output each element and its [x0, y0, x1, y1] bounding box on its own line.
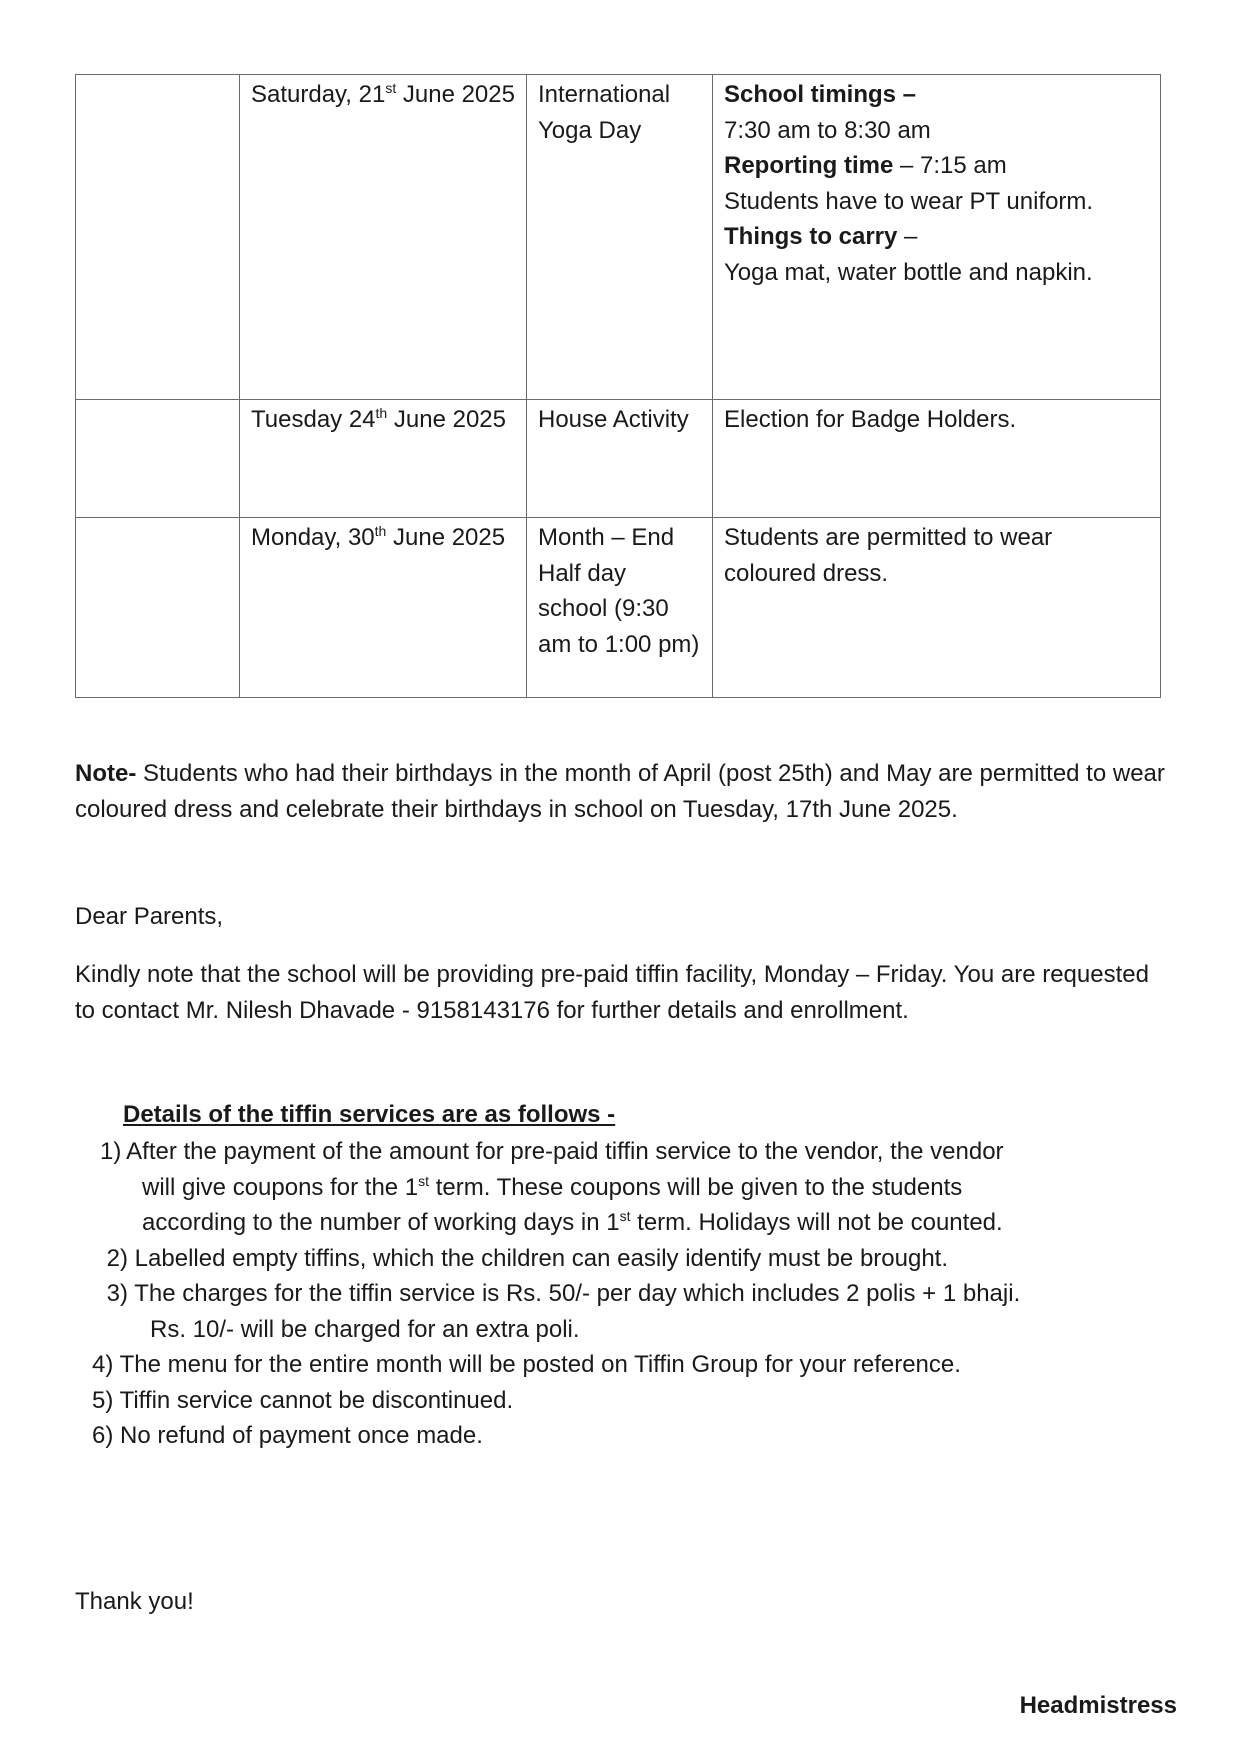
signature: Headmistress	[1019, 1692, 1177, 1719]
list-item: 4) The menu for the entire month will be posted on Tiffin Group for your reference.	[92, 1351, 961, 1378]
event-name: Month – End Half day school (9:30 am to 1:00 pm)	[527, 518, 713, 698]
list-item: 5) Tiffin service cannot be discontinued.	[92, 1386, 514, 1414]
timings-label: School timings –	[724, 81, 917, 108]
greeting: Dear Parents,	[75, 903, 224, 930]
reporting-value: – 7:15 am	[893, 152, 1007, 179]
tiffin-details-list	[92, 1134, 1165, 1454]
note-text: Students who had their birthdays in the month of April (post 25th) and May are permitted to wear coloured dress and celebrate their birthdays in school on Tuesday, 17th June 2025.	[75, 760, 1165, 823]
note-paragraph	[75, 756, 1165, 827]
list-item: 3) The charges for the tiffin service is Rs. 50/- per day which includes 2 polis + 1 bhaji. Rs. 10/- will be charged for an extra poli.	[100, 1280, 1021, 1343]
reporting-label: Reporting time	[724, 152, 894, 179]
event-details: School timings – 7:30 am to 8:30 am Reporting time – 7:15 am Students have to wear PT uniform. Things to carry – Yoga mat, water bottle and napkin.	[713, 75, 1161, 400]
event-date: Tuesday 24th June 2025	[240, 400, 527, 518]
list-item: 2) Labelled empty tiffins, which the children can easily identify must be brought.	[100, 1244, 949, 1272]
event-details: Election for Badge Holders.	[713, 400, 1161, 518]
table-row	[76, 75, 1161, 400]
events-table	[75, 74, 1161, 698]
closing: Thank you!	[75, 1588, 194, 1615]
event-name: House Activity	[527, 400, 713, 518]
list-item: 1) After the payment of the amount for pre-paid tiffin service to the vendor, the vendor will give coupons for the 1st term. These coupons will be given to the students according to the number of working days in 1st term. Holidays will not be counted.	[100, 1138, 1004, 1236]
event-date: Monday, 30th June 2025	[240, 518, 527, 698]
event-name: International Yoga Day	[527, 75, 713, 400]
carry-label: Things to carry	[724, 223, 898, 250]
list-item: 6) No refund of payment once made.	[92, 1422, 483, 1449]
event-date: Saturday, 21st June 2025	[240, 75, 527, 400]
note-label: Note-	[75, 760, 137, 787]
table-row	[76, 400, 1161, 518]
uniform-text: Students have to wear PT uniform.	[724, 187, 1094, 215]
table-cell-blank	[76, 400, 240, 518]
carry-value: Yoga mat, water bottle and napkin.	[724, 258, 1093, 286]
event-details: Students are permitted to wear coloured dress.	[713, 518, 1161, 698]
table-cell-blank	[76, 518, 240, 698]
intro-paragraph: Kindly note that the school will be providing pre-paid tiffin facility, Monday – Friday. You are requested to contact Mr. Nilesh Dhavade - 9158143176 for further details and enrollment.	[75, 961, 1149, 1024]
table-row	[76, 518, 1161, 698]
table-cell-blank	[76, 75, 240, 400]
timings-value: 7:30 am to 8:30 am	[724, 116, 931, 144]
details-heading: Details of the tiffin services are as follows -	[123, 1101, 616, 1128]
